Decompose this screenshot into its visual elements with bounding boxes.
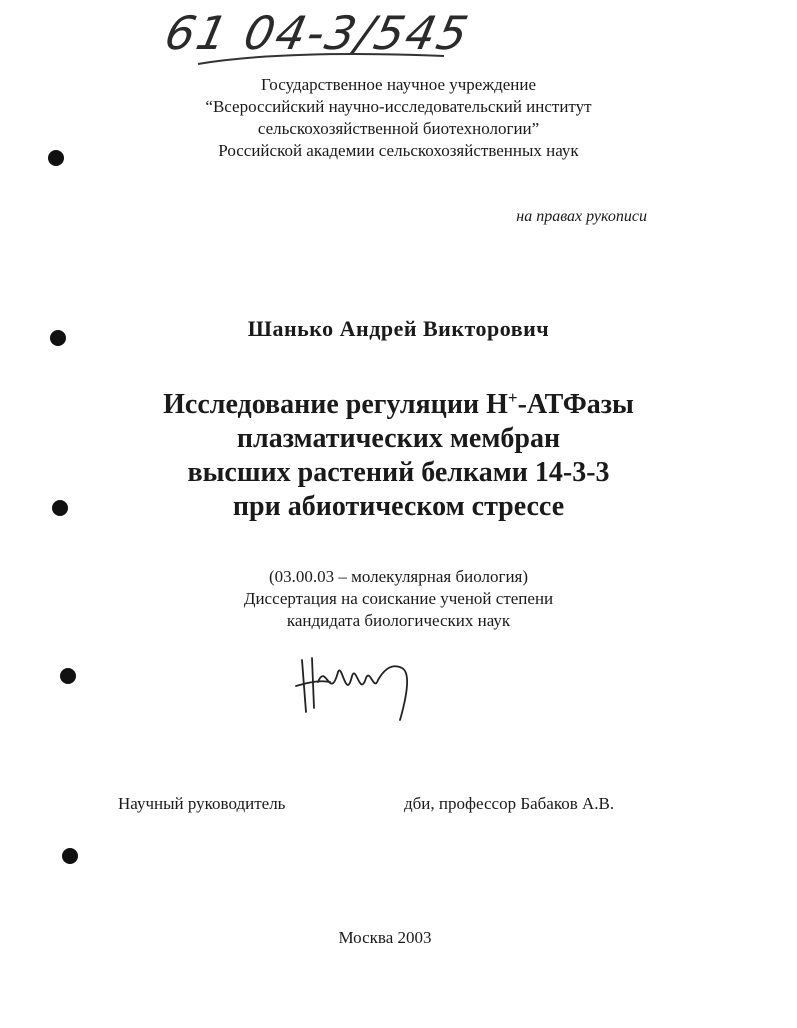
specialty-code: (03.00.03 – молекулярная биология) — [268, 567, 529, 586]
archive-number-handwritten: 61 04-3/545 — [160, 6, 475, 60]
title-line-1-start: Исследование регуляции Н — [163, 389, 508, 420]
binding-hole-3 — [52, 500, 68, 516]
institution-line-4: Российской академии сельскохозяйственных наук — [218, 141, 579, 160]
supervisor-name: дби, профессор Бабаков А.В. — [404, 794, 615, 813]
degree-line-1: Диссертация на соискание ученой степени — [243, 589, 554, 608]
binding-hole-5 — [62, 848, 78, 864]
binding-hole-2 — [50, 330, 66, 346]
institution-line-1: Государственное научное учреждение — [260, 75, 537, 94]
specialty-block — [0, 566, 797, 632]
binding-hole-1 — [48, 150, 64, 166]
title-line-1-superscript: + — [507, 388, 518, 407]
signature-image — [290, 642, 420, 724]
title-line-3: высших растений белками 14-3-3 — [187, 457, 610, 488]
institution-line-2: “Всероссийский научно-исследовательский институт — [205, 97, 592, 116]
dissertation-title — [0, 388, 797, 524]
title-line-1-end: -АТФазы — [517, 389, 634, 420]
title-line-1 — [0, 388, 797, 422]
archive-number-strike — [196, 50, 446, 70]
city-year: Москва 2003 — [338, 928, 432, 947]
supervisor-label: Научный руководитель — [118, 794, 286, 813]
title-line-4: при абиотическом стрессе — [232, 491, 565, 522]
institution-line-3: сельскохозяйственной биотехнологии” — [257, 119, 540, 138]
author-name: Шанько Андрей Викторович — [247, 316, 550, 341]
binding-hole-4 — [60, 668, 76, 684]
degree-line-2: кандидата биологических наук — [286, 611, 511, 630]
manuscript-note: на правах рукописи — [516, 208, 647, 225]
title-line-2: плазматических мембран — [236, 423, 561, 454]
